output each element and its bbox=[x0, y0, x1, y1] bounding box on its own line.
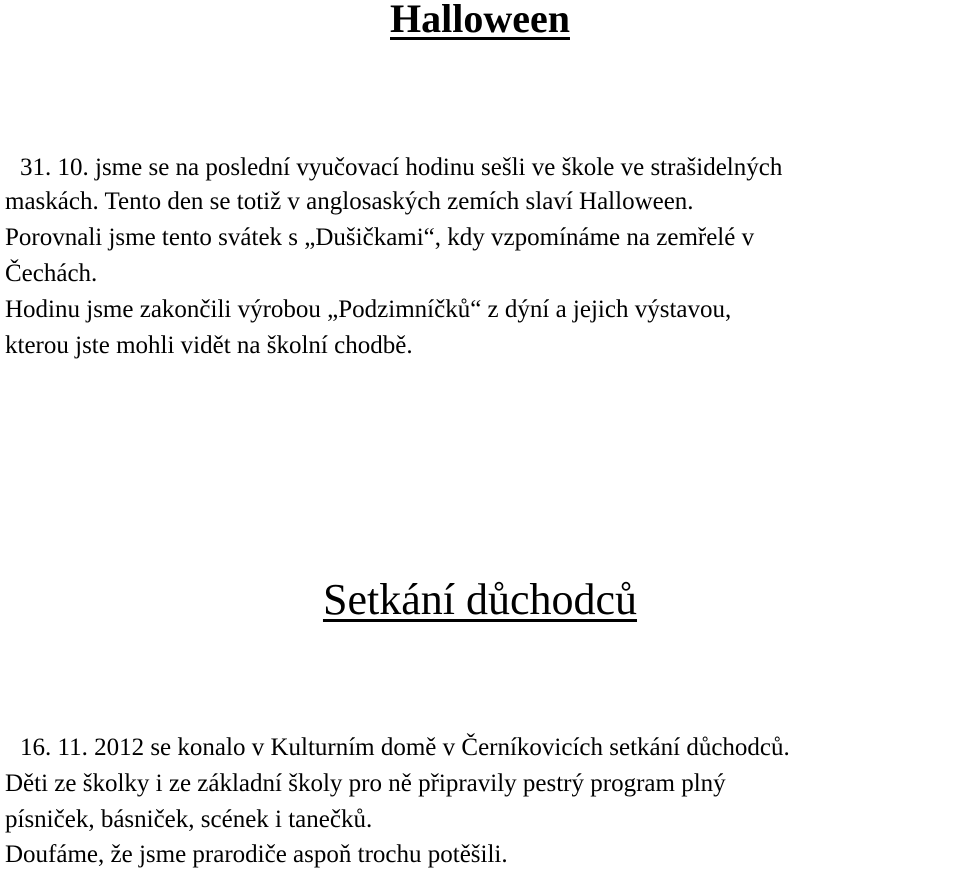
halloween-line-2: maskách. Tento den se totiž v anglosaských zemích slaví Halloween. bbox=[5, 188, 694, 215]
halloween-line-1: 31. 10. jsme se na poslední vyučovací hodinu sešli ve škole ve strašidelných bbox=[20, 154, 783, 181]
seniors-line-4: Doufáme, že jsme prarodiče aspoň trochu potěšili. bbox=[5, 841, 508, 868]
seniors-line-3: písniček, básniček, scének i tanečků. bbox=[5, 806, 373, 833]
seniors-meeting-heading: Setkání důchodců bbox=[322, 575, 638, 624]
halloween-line-4: Čechách. bbox=[5, 260, 98, 287]
seniors-line-1: 16. 11. 2012 se konalo v Kulturním domě v Černíkovicích setkání důchodců. bbox=[20, 734, 790, 761]
halloween-heading: Halloween bbox=[390, 0, 570, 41]
halloween-line-5: Hodinu jsme zakončili výrobou „Podzimníčků“ z dýní a jejich výstavou, bbox=[5, 296, 732, 323]
halloween-line-6: kterou jste mohli vidět na školní chodbě. bbox=[5, 332, 413, 359]
seniors-line-2: Děti ze školky i ze základní školy pro ně připravily pestrý program plný bbox=[5, 770, 726, 797]
halloween-line-3: Porovnali jsme tento svátek s „Dušičkami“, kdy vzpomínáme na zemřelé v bbox=[5, 224, 755, 251]
